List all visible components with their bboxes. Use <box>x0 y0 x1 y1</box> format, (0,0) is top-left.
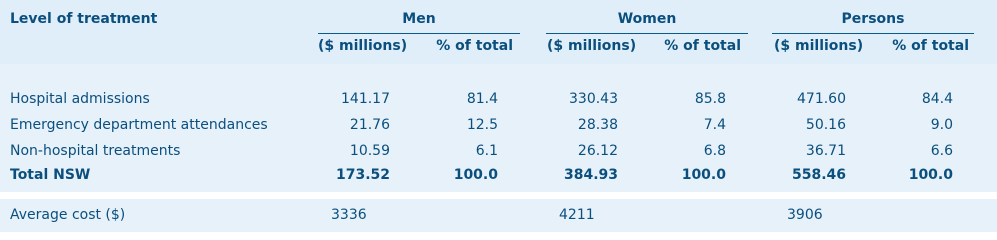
row-separator <box>0 192 997 199</box>
table-cell: 384.93 <box>563 167 618 183</box>
table-cell: 471.60 <box>797 91 846 107</box>
subheader-men-millions: ($ millions) <box>318 38 408 54</box>
table-footer-band <box>0 199 997 232</box>
subheader-men-percent: % of total <box>436 38 513 54</box>
table-cell: 12.5 <box>466 117 498 133</box>
table-cell: 6.1 <box>475 143 498 159</box>
table-cell: 28.38 <box>577 117 618 133</box>
table-cell: 100.0 <box>681 167 726 183</box>
table-cell: 6.8 <box>703 143 726 159</box>
table-cell: 100.0 <box>453 167 498 183</box>
table-cell: 36.71 <box>805 143 846 159</box>
average-women: 4211 <box>559 207 595 223</box>
table-cell: 100.0 <box>908 167 953 183</box>
group-rule-persons <box>772 33 974 34</box>
table-cell: 330.43 <box>569 91 618 107</box>
table-cell: 7.4 <box>703 117 726 133</box>
table-cell: 26.12 <box>577 143 618 159</box>
average-men: 3336 <box>331 207 367 223</box>
row-label-average: Average cost ($) <box>10 207 126 223</box>
group-rule-women <box>546 33 748 34</box>
table-cell: 10.59 <box>349 143 390 159</box>
table-cell: 9.0 <box>930 117 953 133</box>
subheader-women-millions: ($ millions) <box>547 38 637 54</box>
subheader-women-percent: % of total <box>664 38 741 54</box>
group-header-women: Women <box>617 11 677 27</box>
row-label-total: Total NSW <box>10 167 91 183</box>
column-header-level: Level of treatment <box>10 11 158 27</box>
table-cell: 85.8 <box>694 91 726 107</box>
table-cell: 558.46 <box>791 167 846 183</box>
subheader-persons-millions: ($ millions) <box>774 38 864 54</box>
table-cell: 84.4 <box>921 91 953 107</box>
average-persons: 3906 <box>787 207 823 223</box>
table-cell: 81.4 <box>466 91 498 107</box>
row-label-emergency: Emergency department attendances <box>10 117 268 133</box>
table-cell: 141.17 <box>341 91 390 107</box>
table-cell: 50.16 <box>805 117 846 133</box>
row-label-hospital: Hospital admissions <box>10 91 150 107</box>
group-header-men: Men <box>402 11 436 27</box>
table-cell: 6.6 <box>930 143 953 159</box>
subheader-persons-percent: % of total <box>892 38 969 54</box>
table-cell: 21.76 <box>349 117 390 133</box>
group-rule-men <box>318 33 520 34</box>
row-label-non-hospital: Non-hospital treatments <box>10 143 181 159</box>
group-header-persons: Persons <box>841 11 905 27</box>
table-cell: 173.52 <box>335 167 390 183</box>
